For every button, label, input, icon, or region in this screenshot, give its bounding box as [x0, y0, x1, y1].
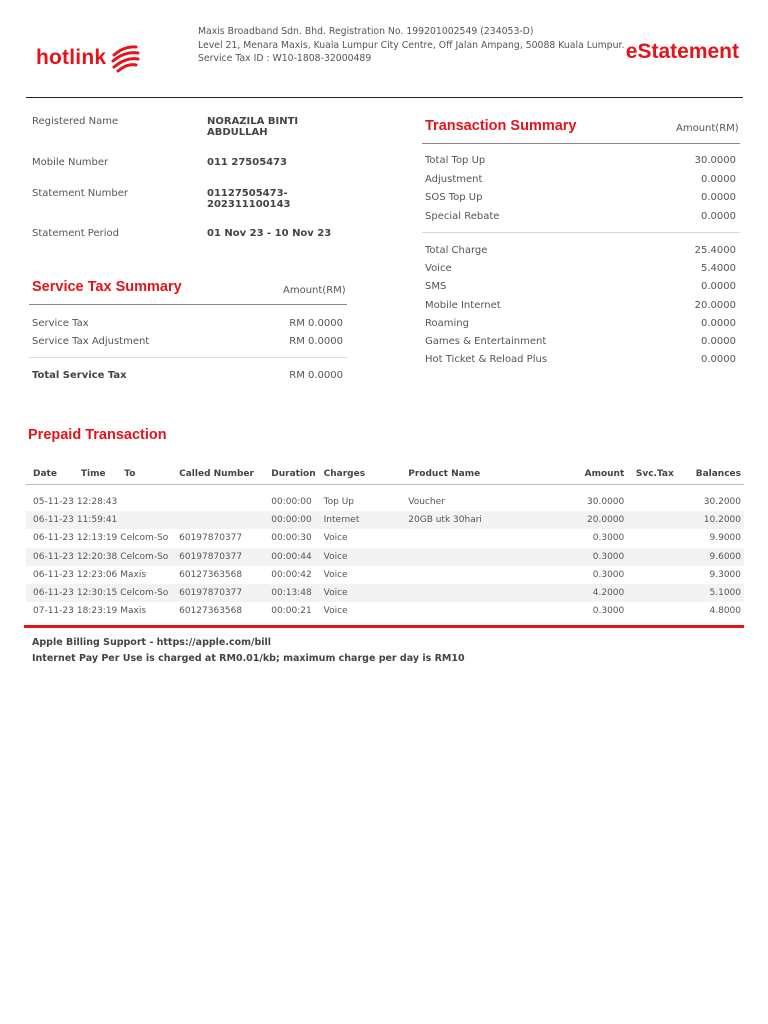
- row-value: 0.0000: [701, 173, 736, 185]
- table-cell: [624, 511, 674, 529]
- table-cell: 60197870377: [172, 529, 264, 547]
- registered-name-label: Registered Name: [32, 116, 119, 127]
- table-cell: Celcom-So: [117, 584, 172, 602]
- table-cell: 18:23:19: [74, 602, 117, 620]
- prepaid-transaction-title: Prepaid Transaction: [28, 427, 167, 443]
- table-cell: 0.3000: [538, 566, 624, 584]
- table-cell: 06-11-23: [26, 548, 74, 566]
- footer-note: Internet Pay Per Use is charged at RM0.01/kb; maximum charge per day is RM10: [32, 653, 465, 664]
- transaction-summary-title: Transaction Summary: [425, 118, 577, 134]
- summary-row: [425, 354, 736, 372]
- service-tax-row: [32, 318, 343, 336]
- prepaid-transaction-table: [26, 464, 744, 620]
- hotlink-swoosh-icon: [110, 43, 140, 73]
- table-cell: 0.3000: [538, 602, 624, 620]
- table-cell: 20.0000: [538, 511, 624, 529]
- row-label: Roaming: [425, 317, 469, 329]
- statement-number-label: Statement Number: [32, 188, 128, 199]
- table-cell: [624, 566, 674, 584]
- row-label: Voice: [425, 263, 452, 275]
- table-cell: 11:59:41: [74, 511, 117, 529]
- divider: [29, 304, 347, 305]
- row-value: 20.0000: [694, 299, 736, 311]
- divider: [422, 143, 740, 144]
- column-header: To: [117, 464, 172, 485]
- company-line: Service Tax ID : W10-1808-32000489: [198, 53, 372, 64]
- registered-name-line: ABDULLAH: [207, 127, 268, 138]
- summary-row: [425, 211, 736, 230]
- table-cell: 00:00:30: [264, 529, 315, 547]
- table-cell: 12:13:19: [74, 529, 117, 547]
- table-cell: 4.2000: [538, 584, 624, 602]
- row-label: Hot Ticket & Reload Plus: [425, 354, 548, 366]
- table-cell: 06-11-23: [26, 566, 74, 584]
- column-header: Svc.Tax: [624, 464, 674, 485]
- table-cell: [400, 566, 538, 584]
- table-row: [26, 602, 744, 620]
- table-cell: 00:00:42: [264, 566, 315, 584]
- table-cell: [624, 584, 674, 602]
- summary-row: [425, 281, 736, 299]
- table-row: [26, 511, 744, 529]
- row-value: 0.0000: [701, 281, 736, 293]
- table-cell: 60197870377: [172, 548, 264, 566]
- table-cell: 60127363568: [172, 602, 264, 620]
- table-cell: Top Up: [316, 493, 401, 511]
- row-label: Total Service Tax: [32, 370, 127, 381]
- table-cell: Celcom-So: [117, 529, 172, 547]
- table-cell: 0.3000: [538, 529, 624, 547]
- mobile-number-label: Mobile Number: [32, 157, 109, 168]
- table-cell: 60127363568: [172, 566, 264, 584]
- table-cell: 60197870377: [172, 584, 264, 602]
- row-label: Special Rebate: [425, 210, 500, 222]
- table-cell: 00:00:00: [264, 493, 315, 511]
- statement-period-value: 01 Nov 23 - 10 Nov 23: [207, 228, 332, 239]
- topup-rows: [425, 155, 736, 229]
- table-row: [26, 493, 744, 511]
- row-label: SOS Top Up: [425, 192, 483, 203]
- company-line: Maxis Broadband Sdn. Bhd. Registration No. 199201002549 (234053-D): [198, 26, 534, 37]
- row-value: 5.4000: [701, 263, 736, 275]
- company-line: Level 21, Menara Maxis, Kuala Lumpur City Centre, Off Jalan Ampang, 50088 Kuala Lumpur.: [198, 39, 625, 51]
- table-cell: [624, 602, 674, 620]
- total-service-tax-row: [32, 370, 343, 381]
- table-cell: [172, 511, 264, 529]
- table-header-row: [26, 464, 744, 485]
- table-cell: 00:13:48: [264, 584, 315, 602]
- service-tax-amount-header: Amount(RM): [283, 285, 346, 296]
- table-cell: 30.0000: [538, 493, 624, 511]
- table-cell: 9.9000: [674, 529, 744, 547]
- table-cell: Voice: [316, 566, 401, 584]
- column-header: Balances: [674, 464, 744, 485]
- statement-number-line: 01127505473-: [207, 188, 288, 199]
- row-value: 0.0000: [701, 317, 736, 329]
- summary-row: [425, 245, 736, 263]
- document-title: eStatement: [625, 40, 739, 63]
- table-cell: [624, 493, 674, 511]
- row-label: Service Tax Adjustment: [32, 336, 150, 347]
- table-row: [26, 529, 744, 547]
- table-cell: 20GB utk 30hari: [400, 511, 538, 529]
- row-label: SMS: [425, 281, 447, 293]
- summary-row: [425, 318, 736, 336]
- column-header: Time: [74, 464, 117, 485]
- row-value: RM 0.0000: [289, 336, 343, 347]
- transaction-summary-amount-header: Amount(RM): [676, 123, 739, 134]
- registered-name-line: NORAZILA BINTI: [207, 116, 299, 127]
- table-cell: [117, 493, 172, 511]
- table-cell: 4.8000: [674, 602, 744, 620]
- table-cell: 06-11-23: [26, 529, 74, 547]
- table-cell: 06-11-23: [26, 584, 74, 602]
- table-cell: 10.2000: [674, 511, 744, 529]
- table-row: [26, 548, 744, 566]
- table-cell: 07-11-23: [26, 602, 74, 620]
- service-tax-row: [32, 336, 343, 354]
- table-body: [26, 485, 744, 621]
- column-header: Amount: [538, 464, 624, 485]
- table-cell: 0.3000: [538, 548, 624, 566]
- brand-name: hotlink: [36, 46, 107, 69]
- row-value: 0.0000: [701, 192, 736, 203]
- row-value: 0.0000: [701, 335, 736, 347]
- table-cell: 00:00:00: [264, 511, 315, 529]
- table-cell: Voucher: [400, 493, 538, 511]
- row-label: Total Top Up: [425, 155, 486, 166]
- statement-period-label: Statement Period: [32, 228, 119, 239]
- footer-note: Apple Billing Support - https://apple.com/bill: [32, 637, 272, 648]
- table-cell: Maxis: [117, 566, 172, 584]
- summary-row: [425, 300, 736, 318]
- row-value: 30.0000: [694, 155, 736, 166]
- table-cell: 00:00:44: [264, 548, 315, 566]
- table-cell: Celcom-So: [117, 548, 172, 566]
- table-cell: [624, 548, 674, 566]
- footer-divider: [24, 625, 744, 628]
- statement-number-line: 202311100143: [207, 199, 291, 210]
- mobile-number-value: 011 27505473: [207, 157, 288, 168]
- table-cell: Maxis: [117, 602, 172, 620]
- table-cell: 12:23:06: [74, 566, 117, 584]
- summary-row: [425, 155, 736, 174]
- table-cell: [117, 511, 172, 529]
- table-cell: Voice: [316, 529, 401, 547]
- table-cell: [400, 548, 538, 566]
- summary-row: [425, 192, 736, 211]
- row-label: Service Tax: [32, 318, 89, 329]
- row-label: Total Charge: [425, 245, 488, 256]
- statement-number-value: [207, 188, 347, 210]
- company-info: [198, 25, 624, 66]
- row-value: RM 0.0000: [289, 370, 343, 381]
- row-value: 0.0000: [701, 354, 736, 366]
- table-cell: 06-11-23: [26, 511, 74, 529]
- summary-row: [425, 174, 736, 193]
- registered-name-value: [207, 116, 347, 138]
- table-cell: 30.2000: [674, 493, 744, 511]
- table-cell: 05-11-23: [26, 493, 74, 511]
- service-tax-title: Service Tax Summary: [32, 279, 182, 295]
- brand-logo: [36, 43, 140, 73]
- table-cell: [400, 602, 538, 620]
- charge-rows: [425, 245, 736, 372]
- summary-row: [425, 336, 736, 354]
- row-value: RM 0.0000: [289, 318, 343, 329]
- row-label: Games & Entertainment: [425, 335, 547, 347]
- column-header: Product Name: [400, 464, 538, 485]
- summary-row: [425, 263, 736, 281]
- column-header: Duration: [264, 464, 315, 485]
- row-label: Mobile Internet: [425, 299, 501, 311]
- table-cell: 5.1000: [674, 584, 744, 602]
- table-cell: [624, 529, 674, 547]
- table-cell: 12:30:15: [74, 584, 117, 602]
- column-header: Called Number: [172, 464, 264, 485]
- column-header: Date: [26, 464, 74, 485]
- table-cell: 12:28:43: [74, 493, 117, 511]
- column-header: Charges: [316, 464, 401, 485]
- table-cell: Voice: [316, 584, 401, 602]
- table-cell: Internet: [316, 511, 401, 529]
- divider: [29, 357, 347, 358]
- table-cell: [400, 584, 538, 602]
- service-tax-rows: [32, 318, 343, 354]
- table-cell: 12:20:38: [74, 548, 117, 566]
- table-cell: 9.6000: [674, 548, 744, 566]
- table-cell: Voice: [316, 602, 401, 620]
- table-cell: 9.3000: [674, 566, 744, 584]
- table-cell: [400, 529, 538, 547]
- header-divider: [26, 97, 743, 98]
- row-value: 0.0000: [701, 210, 736, 222]
- table-row: [26, 584, 744, 602]
- row-value: 25.4000: [694, 245, 736, 256]
- table-cell: Voice: [316, 548, 401, 566]
- table-cell: 00:00:21: [264, 602, 315, 620]
- divider: [422, 232, 740, 233]
- table-cell: [172, 493, 264, 511]
- table-row: [26, 566, 744, 584]
- row-label: Adjustment: [425, 173, 483, 185]
